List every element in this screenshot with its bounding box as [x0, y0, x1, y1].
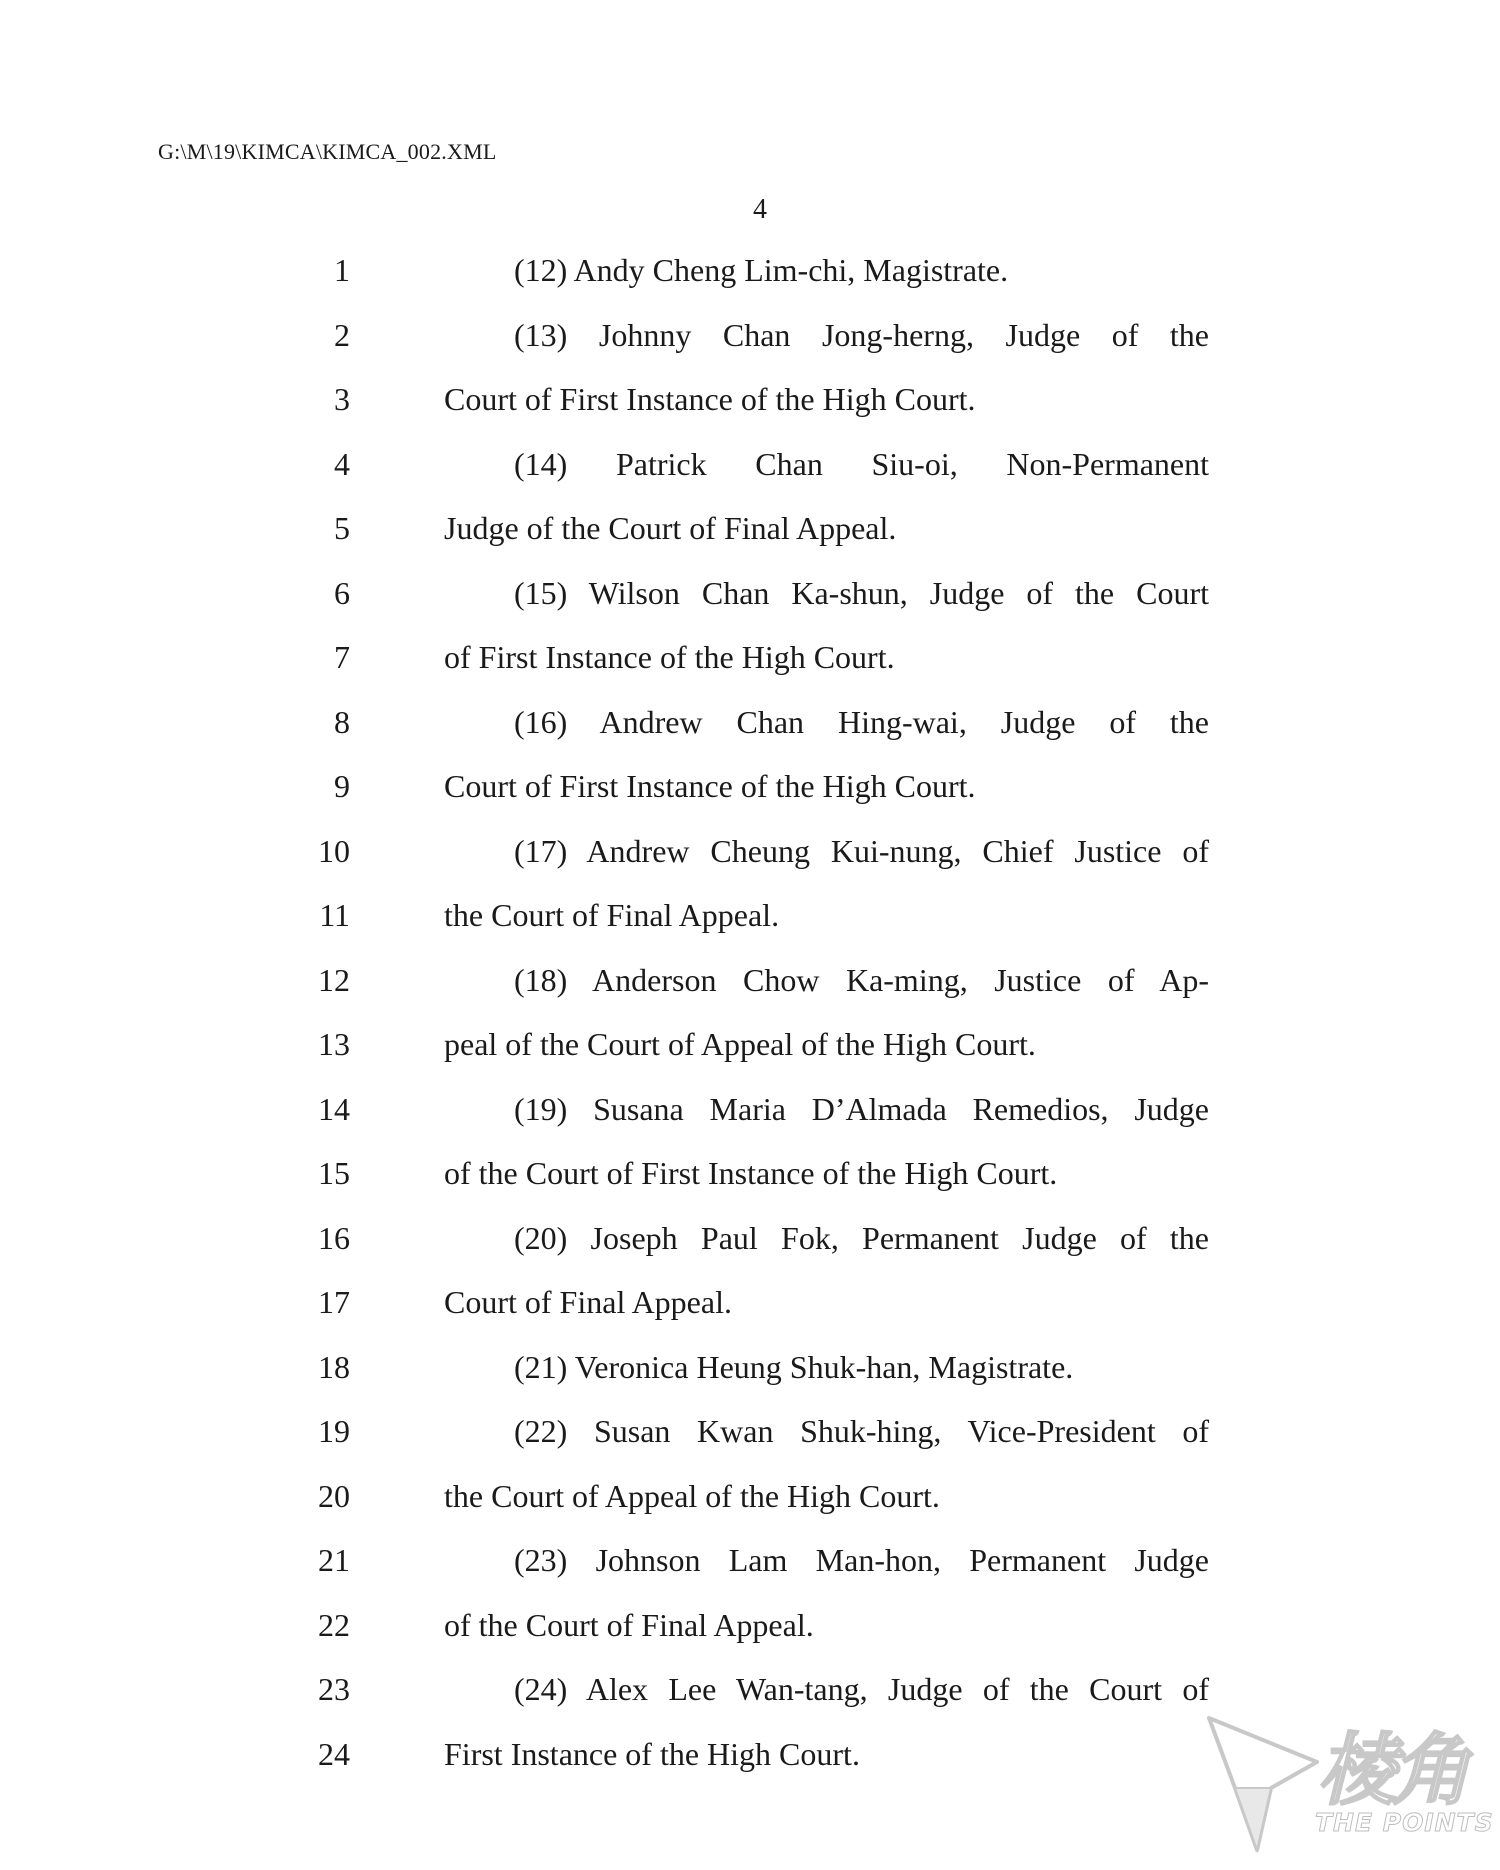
line-number: 5 — [334, 510, 350, 546]
line-number: 16 — [318, 1220, 350, 1256]
line-text: the Court of Appeal of the High Court. — [444, 1478, 940, 1514]
file-path-header: G:\M\19\KIMCA\KIMCA_002.XML — [158, 139, 497, 164]
line-number: 6 — [334, 575, 350, 611]
line-text: (22) Susan Kwan Shuk-hing, Vice-President of — [514, 1413, 1209, 1449]
text-line — [0, 831, 1500, 871]
line-number: 20 — [318, 1478, 350, 1514]
line-number: 15 — [318, 1155, 350, 1191]
text-line — [0, 1089, 1500, 1129]
line-text: (20) Joseph Paul Fok, Permanent Judge of the — [514, 1220, 1209, 1256]
text-line — [0, 250, 1500, 290]
line-number: 17 — [318, 1284, 350, 1320]
line-text: (13) Johnny Chan Jong-herng, Judge of the — [514, 317, 1209, 353]
line-number: 12 — [318, 962, 350, 998]
line-number: 19 — [318, 1413, 350, 1449]
line-number: 18 — [318, 1349, 350, 1385]
line-number: 22 — [318, 1607, 350, 1643]
text-line — [0, 702, 1500, 742]
line-text: (24) Alex Lee Wan-tang, Judge of the Court of — [514, 1671, 1209, 1707]
line-number: 4 — [334, 446, 350, 482]
line-number: 7 — [334, 639, 350, 675]
line-text: (17) Andrew Cheung Kui-nung, Chief Justice of — [514, 833, 1209, 869]
text-line — [0, 766, 1500, 806]
text-line — [0, 960, 1500, 1000]
text-line — [0, 444, 1500, 484]
text-line — [0, 1347, 1500, 1387]
line-text: of the Court of Final Appeal. — [444, 1607, 814, 1643]
line-text: (21) Veronica Heung Shuk-han, Magistrate. — [514, 1349, 1074, 1385]
line-text: (23) Johnson Lam Man-hon, Permanent Judge — [514, 1542, 1209, 1578]
line-text: Court of First Instance of the High Court. — [444, 381, 976, 417]
line-text: of First Instance of the High Court. — [444, 639, 895, 675]
line-number: 24 — [318, 1736, 350, 1772]
watermark-sub-text: THE POINTS — [1315, 1808, 1494, 1837]
line-number: 14 — [318, 1091, 350, 1127]
text-line — [0, 1153, 1500, 1193]
text-line — [0, 379, 1500, 419]
page-number: 4 — [753, 194, 767, 225]
text-line — [0, 315, 1500, 355]
line-number: 23 — [318, 1671, 350, 1707]
line-text: (12) Andy Cheng Lim-chi, Magistrate. — [514, 252, 1009, 288]
line-number: 13 — [318, 1026, 350, 1062]
text-line — [0, 637, 1500, 677]
line-number: 21 — [318, 1542, 350, 1578]
text-line — [0, 1605, 1500, 1645]
line-text: peal of the Court of Appeal of the High Court. — [444, 1026, 1036, 1062]
text-line — [0, 573, 1500, 613]
text-line — [0, 508, 1500, 548]
line-number: 9 — [334, 768, 350, 804]
line-number: 3 — [334, 381, 350, 417]
line-number: 10 — [318, 833, 350, 869]
line-text: (14) Patrick Chan Siu-oi, Non-Permanent — [514, 446, 1209, 482]
text-line — [0, 1218, 1500, 1258]
text-line — [0, 1282, 1500, 1322]
text-line — [0, 1411, 1500, 1451]
text-line — [0, 1476, 1500, 1516]
line-text: First Instance of the High Court. — [444, 1736, 860, 1772]
line-text: (19) Susana Maria D’Almada Remedios, Judge — [514, 1091, 1209, 1127]
text-line — [0, 895, 1500, 935]
line-number: 11 — [319, 897, 350, 933]
text-line — [0, 1540, 1500, 1580]
line-text: (15) Wilson Chan Ka-shun, Judge of the Court — [514, 575, 1209, 611]
line-text: Court of First Instance of the High Court. — [444, 768, 976, 804]
line-text: the Court of Final Appeal. — [444, 897, 780, 933]
line-text: Judge of the Court of Final Appeal. — [444, 510, 897, 546]
line-number: 1 — [334, 252, 350, 288]
line-text: (18) Anderson Chow Ka-ming, Justice of Ap- — [514, 962, 1209, 998]
line-text: Court of Final Appeal. — [444, 1284, 732, 1320]
line-number: 8 — [334, 704, 350, 740]
line-text: (16) Andrew Chan Hing-wai, Judge of the — [514, 704, 1209, 740]
line-text: of the Court of First Instance of the High Court. — [444, 1155, 1058, 1191]
watermark-logo-text: 棱角 — [1318, 1726, 1467, 1816]
line-number: 2 — [334, 317, 350, 353]
text-line — [0, 1024, 1500, 1064]
